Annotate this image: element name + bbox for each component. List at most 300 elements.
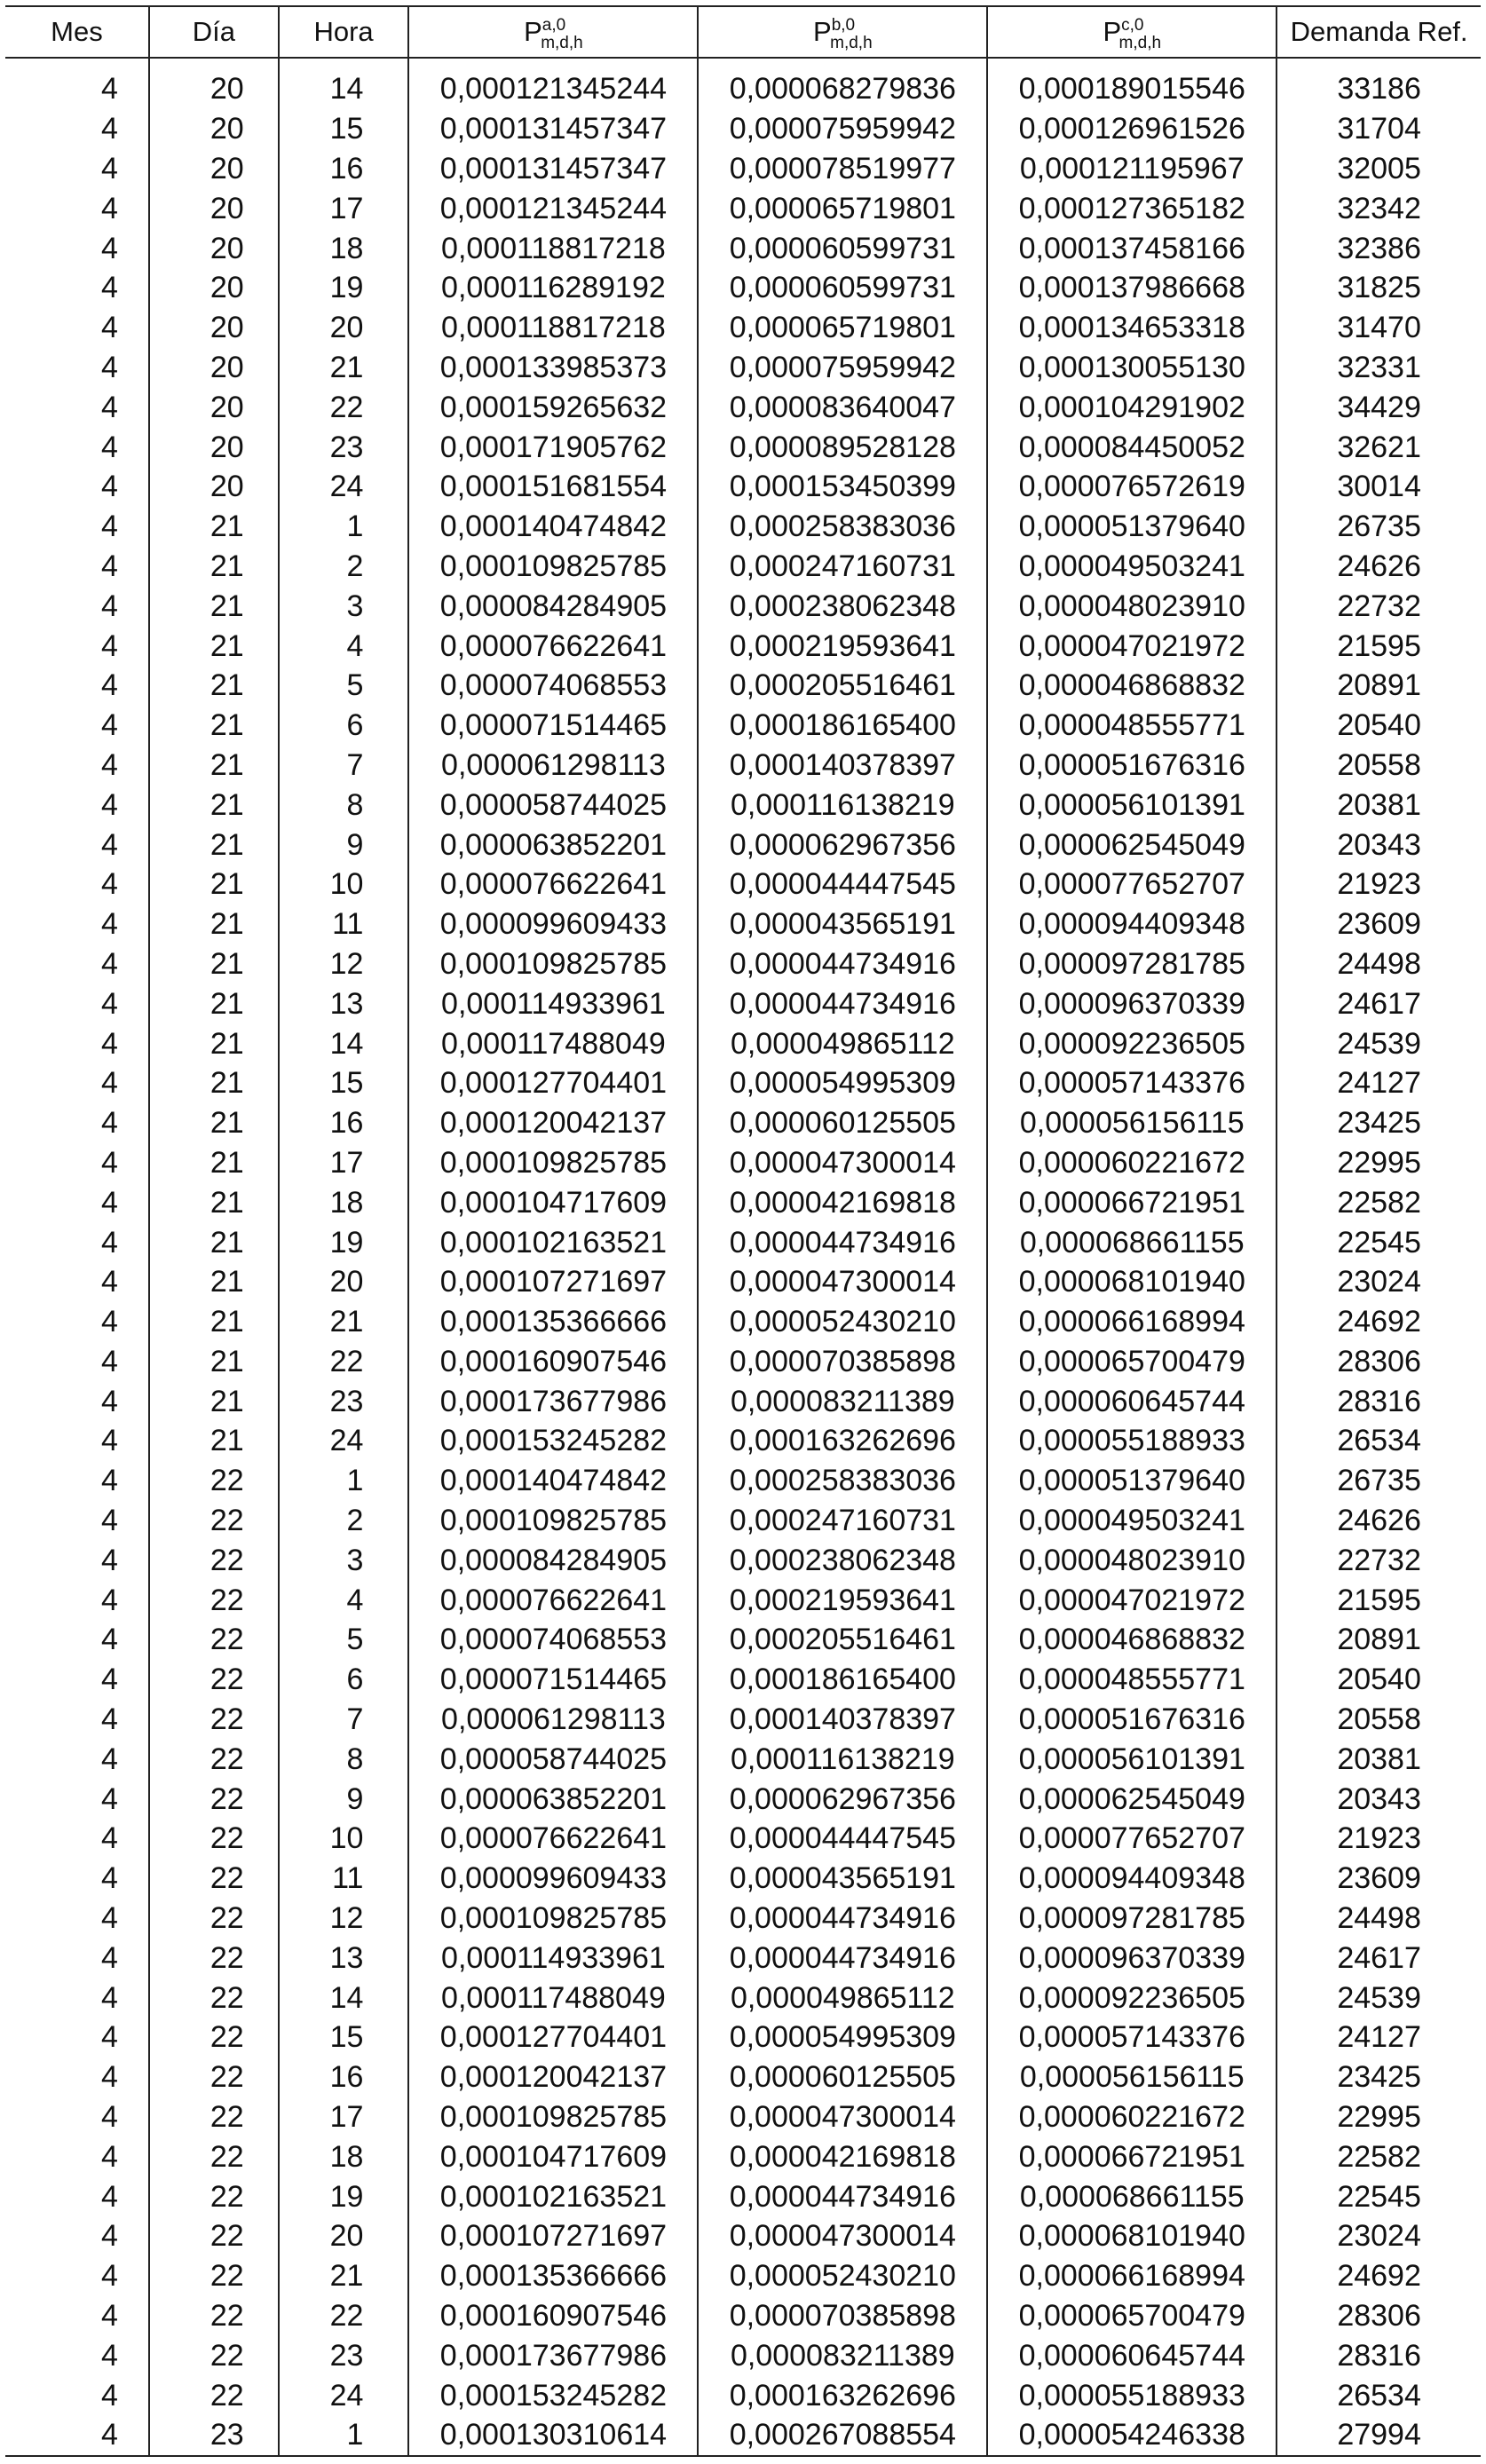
cell-pb: 0,000044734916 bbox=[698, 1899, 987, 1939]
spacer-cell bbox=[1277, 58, 1481, 69]
cell-mes: 4 bbox=[101, 2338, 118, 2373]
cell-pc: 0,000060221672 bbox=[987, 2097, 1277, 2137]
cell-pa: 0,000173677986 bbox=[408, 1381, 698, 1421]
cell-pa: 0,000063852201 bbox=[408, 1779, 698, 1819]
cell-pc: 0,000048023910 bbox=[987, 586, 1277, 626]
cell-dia: 20 bbox=[149, 348, 279, 388]
spacer-cell bbox=[5, 58, 149, 69]
cell-pa: 0,000074068553 bbox=[408, 666, 698, 706]
cell-demanda: 28306 bbox=[1277, 2296, 1481, 2336]
cell-pa: 0,000121345244 bbox=[408, 188, 698, 228]
cell-mes: 4 bbox=[101, 1106, 118, 1141]
cell-mes: 4 bbox=[101, 112, 118, 146]
cell-pc: 0,000121195967 bbox=[987, 149, 1277, 189]
cell-pc: 0,000047021972 bbox=[987, 1580, 1277, 1620]
cell-hora: 21 bbox=[279, 1302, 409, 1342]
cell-pb: 0,000054995309 bbox=[698, 1063, 987, 1103]
table-row bbox=[5, 1262, 1481, 1302]
cell-pc: 0,000049503241 bbox=[987, 547, 1277, 587]
cell-demanda: 24626 bbox=[1277, 547, 1481, 587]
cell-demanda: 24692 bbox=[1277, 1302, 1481, 1342]
cell-hora: 21 bbox=[279, 2256, 409, 2296]
cell-pc: 0,000048555771 bbox=[987, 706, 1277, 746]
cell-mes: 4 bbox=[101, 1225, 118, 1260]
cell-pb: 0,000060599731 bbox=[698, 228, 987, 268]
cell-pb: 0,000089528128 bbox=[698, 427, 987, 467]
cell-mes: 4 bbox=[101, 509, 118, 544]
table-row bbox=[5, 2097, 1481, 2137]
table-row bbox=[5, 1819, 1481, 1859]
cell-dia: 21 bbox=[149, 586, 279, 626]
cell-pa: 0,000133985373 bbox=[408, 348, 698, 388]
table-row bbox=[5, 1580, 1481, 1620]
table-row bbox=[5, 1222, 1481, 1262]
cell-pc: 0,000077652707 bbox=[987, 1819, 1277, 1859]
cell-mes: 4 bbox=[101, 1940, 118, 1975]
header-hora: Hora bbox=[279, 6, 409, 58]
header-pa-base: P bbox=[524, 16, 542, 47]
cell-mes: 4 bbox=[101, 1821, 118, 1856]
cell-mes: 4 bbox=[101, 1741, 118, 1776]
cell-mes: 4 bbox=[101, 430, 118, 464]
header-demanda: Demanda Ref. bbox=[1277, 6, 1481, 58]
cell-dia: 22 bbox=[149, 1540, 279, 1580]
cell-mes: 4 bbox=[101, 72, 118, 107]
cell-hora: 18 bbox=[279, 1182, 409, 1222]
cell-pb: 0,000049865112 bbox=[698, 1978, 987, 2018]
cell-pb: 0,000163262696 bbox=[698, 2375, 987, 2415]
cell-pb: 0,000044734916 bbox=[698, 944, 987, 984]
cell-pc: 0,000076572619 bbox=[987, 467, 1277, 507]
cell-hora: 13 bbox=[279, 983, 409, 1023]
table-row bbox=[5, 1103, 1481, 1143]
cell-pc: 0,000056156115 bbox=[987, 2057, 1277, 2097]
cell-pb: 0,000043565191 bbox=[698, 904, 987, 944]
header-pc-base: P bbox=[1103, 16, 1122, 47]
table-header bbox=[5, 6, 1481, 58]
cell-pb: 0,000083211389 bbox=[698, 2335, 987, 2375]
cell-dia: 20 bbox=[149, 308, 279, 348]
cell-pa: 0,000061298113 bbox=[408, 1700, 698, 1740]
cell-demanda: 26534 bbox=[1277, 2375, 1481, 2415]
cell-mes: 4 bbox=[101, 588, 118, 623]
cell-mes: 4 bbox=[101, 787, 118, 822]
cell-pb: 0,000044447545 bbox=[698, 865, 987, 904]
cell-pc: 0,000137458166 bbox=[987, 228, 1277, 268]
cell-pc: 0,000046868832 bbox=[987, 1620, 1277, 1660]
cell-pa: 0,000127704401 bbox=[408, 2018, 698, 2057]
cell-hora: 13 bbox=[279, 1938, 409, 1978]
cell-pb: 0,000052430210 bbox=[698, 2256, 987, 2296]
cell-demanda: 20381 bbox=[1277, 1739, 1481, 1779]
cell-pc: 0,000051676316 bbox=[987, 746, 1277, 786]
cell-pa: 0,000109825785 bbox=[408, 1501, 698, 1541]
cell-pb: 0,000054995309 bbox=[698, 2018, 987, 2057]
cell-dia: 22 bbox=[149, 2097, 279, 2137]
cell-pa: 0,000058744025 bbox=[408, 785, 698, 825]
cell-demanda: 20343 bbox=[1277, 825, 1481, 865]
cell-dia: 22 bbox=[149, 1461, 279, 1501]
cell-mes: 4 bbox=[101, 1980, 118, 2015]
cell-demanda: 31704 bbox=[1277, 109, 1481, 149]
table-row bbox=[5, 2176, 1481, 2216]
cell-demanda: 24539 bbox=[1277, 1023, 1481, 1063]
cell-pb: 0,000075959942 bbox=[698, 109, 987, 149]
cell-mes: 4 bbox=[101, 2060, 118, 2095]
cell-demanda: 24617 bbox=[1277, 1938, 1481, 1978]
cell-pa: 0,000058744025 bbox=[408, 1739, 698, 1779]
cell-dia: 21 bbox=[149, 1421, 279, 1461]
spacer-cell bbox=[987, 58, 1277, 69]
cell-mes: 4 bbox=[5, 2415, 149, 2456]
cell-hora: 2 bbox=[279, 1501, 409, 1541]
cell-demanda: 24539 bbox=[1277, 1978, 1481, 2018]
cell-hora: 16 bbox=[279, 149, 409, 189]
cell-mes: 4 bbox=[101, 1623, 118, 1657]
cell-hora: 23 bbox=[279, 1381, 409, 1421]
cell-pb: 0,000070385898 bbox=[698, 2296, 987, 2336]
table-row bbox=[5, 1302, 1481, 1342]
cell-demanda: 30014 bbox=[1277, 467, 1481, 507]
cell-demanda: 20540 bbox=[1277, 706, 1481, 746]
table-row bbox=[5, 1779, 1481, 1819]
cell-demanda: 22545 bbox=[1277, 2176, 1481, 2216]
cell-hora: 14 bbox=[279, 1023, 409, 1063]
cell-hora: 19 bbox=[279, 268, 409, 308]
cell-pa: 0,000140474842 bbox=[408, 507, 698, 547]
cell-hora: 8 bbox=[279, 785, 409, 825]
table-row bbox=[5, 2136, 1481, 2176]
cell-pa: 0,000114933961 bbox=[408, 1938, 698, 1978]
cell-pa: 0,000159265632 bbox=[408, 387, 698, 427]
cell-dia: 21 bbox=[149, 1262, 279, 1302]
cell-pb: 0,000238062348 bbox=[698, 1540, 987, 1580]
cell-demanda: 21923 bbox=[1277, 1819, 1481, 1859]
cell-mes: 4 bbox=[101, 1504, 118, 1538]
cell-demanda: 20891 bbox=[1277, 666, 1481, 706]
cell-demanda: 26735 bbox=[1277, 1461, 1481, 1501]
cell-hora: 24 bbox=[279, 2375, 409, 2415]
cell-pc: 0,000127365182 bbox=[987, 188, 1277, 228]
cell-pc: 0,000062545049 bbox=[987, 825, 1277, 865]
cell-mes: 4 bbox=[101, 907, 118, 942]
cell-dia: 22 bbox=[149, 2216, 279, 2256]
table-row bbox=[5, 2415, 1481, 2456]
cell-dia: 20 bbox=[149, 427, 279, 467]
cell-pa: 0,000076622641 bbox=[408, 1580, 698, 1620]
cell-dia: 22 bbox=[149, 1899, 279, 1939]
cell-hora: 10 bbox=[279, 1819, 409, 1859]
cell-hora: 1 bbox=[279, 507, 409, 547]
cell-hora: 22 bbox=[279, 2296, 409, 2336]
cell-hora: 2 bbox=[279, 547, 409, 587]
cell-mes: 4 bbox=[101, 1145, 118, 1180]
cell-pc: 0,000096370339 bbox=[987, 983, 1277, 1023]
table-row bbox=[5, 547, 1481, 587]
cell-demanda: 27994 bbox=[1277, 2415, 1481, 2456]
cell-pc: 0,000049503241 bbox=[987, 1501, 1277, 1541]
cell-pa: 0,000071514465 bbox=[408, 706, 698, 746]
cell-dia: 20 bbox=[149, 228, 279, 268]
cell-dia: 22 bbox=[149, 2335, 279, 2375]
cell-mes: 4 bbox=[101, 311, 118, 345]
cell-demanda: 24498 bbox=[1277, 944, 1481, 984]
cell-pc: 0,000094409348 bbox=[987, 1859, 1277, 1899]
cell-hora: 12 bbox=[279, 1899, 409, 1939]
cell-pb: 0,000083211389 bbox=[698, 1381, 987, 1421]
table-row bbox=[5, 1381, 1481, 1421]
cell-demanda: 23024 bbox=[1277, 1262, 1481, 1302]
cell-pc: 0,000092236505 bbox=[987, 1978, 1277, 2018]
cell-mes: 4 bbox=[101, 1185, 118, 1220]
cell-pb: 0,000219593641 bbox=[698, 1580, 987, 1620]
cell-mes: 4 bbox=[101, 1781, 118, 1816]
cell-dia: 22 bbox=[149, 2375, 279, 2415]
cell-pb: 0,000070385898 bbox=[698, 1342, 987, 1382]
cell-pb: 0,000258383036 bbox=[698, 1461, 987, 1501]
table-row bbox=[5, 1063, 1481, 1103]
cell-mes: 4 bbox=[101, 1026, 118, 1061]
cell-dia: 21 bbox=[149, 1063, 279, 1103]
cell-demanda: 23425 bbox=[1277, 1103, 1481, 1143]
cell-mes: 4 bbox=[101, 1464, 118, 1498]
cell-pb: 0,000062967356 bbox=[698, 1779, 987, 1819]
cell-pa: 0,000063852201 bbox=[408, 825, 698, 865]
cell-mes: 4 bbox=[101, 1305, 118, 1339]
cell-pa: 0,000109825785 bbox=[408, 2097, 698, 2137]
table-row bbox=[5, 348, 1481, 388]
cell-pb: 0,000044734916 bbox=[698, 2176, 987, 2216]
cell-dia: 21 bbox=[149, 626, 279, 666]
table-row bbox=[5, 1421, 1481, 1461]
cell-hora: 14 bbox=[279, 1978, 409, 2018]
cell-demanda: 23024 bbox=[1277, 2216, 1481, 2256]
cell-pc: 0,000056101391 bbox=[987, 1739, 1277, 1779]
cell-hora: 24 bbox=[279, 467, 409, 507]
cell-pc: 0,000068661155 bbox=[987, 2176, 1277, 2216]
cell-dia: 20 bbox=[149, 387, 279, 427]
cell-pb: 0,000047300014 bbox=[698, 1262, 987, 1302]
table-row bbox=[5, 1938, 1481, 1978]
cell-hora: 9 bbox=[279, 1779, 409, 1819]
cell-demanda: 31470 bbox=[1277, 308, 1481, 348]
table-row bbox=[5, 1899, 1481, 1939]
cell-hora: 15 bbox=[279, 2018, 409, 2057]
cell-demanda: 33186 bbox=[1277, 69, 1481, 109]
cell-pc: 0,000048555771 bbox=[987, 1660, 1277, 1700]
cell-pb: 0,000060125505 bbox=[698, 2057, 987, 2097]
cell-hora: 22 bbox=[279, 1342, 409, 1382]
cell-pb: 0,000078519977 bbox=[698, 149, 987, 189]
cell-pa: 0,000131457347 bbox=[408, 109, 698, 149]
cell-pb: 0,000258383036 bbox=[698, 507, 987, 547]
cell-pa: 0,000076622641 bbox=[408, 626, 698, 666]
cell-pc: 0,000051676316 bbox=[987, 1700, 1277, 1740]
cell-dia: 22 bbox=[149, 1779, 279, 1819]
cell-pa: 0,000173677986 bbox=[408, 2335, 698, 2375]
cell-pc: 0,000056156115 bbox=[987, 1103, 1277, 1143]
table-row bbox=[5, 1978, 1481, 2018]
cell-pc: 0,000092236505 bbox=[987, 1023, 1277, 1063]
cell-hora: 18 bbox=[279, 228, 409, 268]
cell-dia: 21 bbox=[149, 1342, 279, 1382]
header-pc-sup: c,0 bbox=[1121, 16, 1144, 35]
cell-pc: 0,000068101940 bbox=[987, 2216, 1277, 2256]
cell-pc: 0,000134653318 bbox=[987, 308, 1277, 348]
cell-dia: 22 bbox=[149, 1859, 279, 1899]
table-row bbox=[5, 2256, 1481, 2296]
cell-mes: 4 bbox=[101, 271, 118, 305]
cell-pc: 0,000084450052 bbox=[987, 427, 1277, 467]
cell-pc: 0,000066168994 bbox=[987, 2256, 1277, 2296]
cell-pc: 0,000096370339 bbox=[987, 1938, 1277, 1978]
cell-pb: 0,000219593641 bbox=[698, 626, 987, 666]
cell-mes: 4 bbox=[101, 1265, 118, 1299]
cell-mes: 4 bbox=[101, 2219, 118, 2254]
table-row bbox=[5, 507, 1481, 547]
cell-demanda: 20891 bbox=[1277, 1620, 1481, 1660]
cell-hora: 14 bbox=[279, 69, 409, 109]
cell-hora: 17 bbox=[279, 2097, 409, 2137]
cell-demanda: 22732 bbox=[1277, 1540, 1481, 1580]
cell-hora: 16 bbox=[279, 2057, 409, 2097]
cell-demanda: 24692 bbox=[1277, 2256, 1481, 2296]
table-row bbox=[5, 387, 1481, 427]
cell-mes: 4 bbox=[101, 2378, 118, 2413]
header-pa bbox=[408, 6, 698, 58]
cell-demanda: 24127 bbox=[1277, 1063, 1481, 1103]
cell-hora: 3 bbox=[279, 586, 409, 626]
cell-mes: 4 bbox=[101, 2299, 118, 2334]
table-row bbox=[5, 1182, 1481, 1222]
cell-dia: 20 bbox=[149, 268, 279, 308]
table-row bbox=[5, 188, 1481, 228]
cell-pc: 0,000060645744 bbox=[987, 2335, 1277, 2375]
cell-pb: 0,000052430210 bbox=[698, 1302, 987, 1342]
data-table-container bbox=[5, 5, 1481, 2457]
cell-pa: 0,000099609433 bbox=[408, 904, 698, 944]
cell-demanda: 20558 bbox=[1277, 746, 1481, 786]
cell-mes: 4 bbox=[101, 549, 118, 583]
cell-pc: 0,000051379640 bbox=[987, 1461, 1277, 1501]
cell-pc: 0,000056101391 bbox=[987, 785, 1277, 825]
cell-pc: 0,000055188933 bbox=[987, 2375, 1277, 2415]
cell-dia: 21 bbox=[149, 1302, 279, 1342]
cell-pc: 0,000126961526 bbox=[987, 109, 1277, 149]
cell-pb: 0,000062967356 bbox=[698, 825, 987, 865]
cell-mes: 4 bbox=[101, 1424, 118, 1458]
cell-mes: 4 bbox=[101, 747, 118, 782]
table-row bbox=[5, 1739, 1481, 1779]
spacer-cell bbox=[408, 58, 698, 69]
cell-pa: 0,000160907546 bbox=[408, 1342, 698, 1382]
cell-pa: 0,000109825785 bbox=[408, 1143, 698, 1183]
cell-mes: 4 bbox=[101, 2259, 118, 2294]
cell-pb: 0,000047300014 bbox=[698, 1143, 987, 1183]
cell-pc: 0,000077652707 bbox=[987, 865, 1277, 904]
cell-dia: 22 bbox=[149, 2018, 279, 2057]
cell-hora: 11 bbox=[279, 904, 409, 944]
cell-pa: 0,000109825785 bbox=[408, 547, 698, 587]
table-row bbox=[5, 706, 1481, 746]
cell-hora: 5 bbox=[279, 666, 409, 706]
cell-dia: 22 bbox=[149, 1700, 279, 1740]
cell-pa: 0,000109825785 bbox=[408, 944, 698, 984]
cell-hora: 17 bbox=[279, 1143, 409, 1183]
cell-pa: 0,000104717609 bbox=[408, 2136, 698, 2176]
cell-pa: 0,000074068553 bbox=[408, 1620, 698, 1660]
cell-dia: 20 bbox=[149, 467, 279, 507]
header-pb-sub: m,d,h bbox=[830, 34, 873, 52]
table-row bbox=[5, 1143, 1481, 1183]
cell-hora: 1 bbox=[279, 2415, 409, 2456]
table-row bbox=[5, 944, 1481, 984]
cell-pb: 0,000205516461 bbox=[698, 666, 987, 706]
table-row bbox=[5, 1859, 1481, 1899]
table-row bbox=[5, 746, 1481, 786]
cell-dia: 21 bbox=[149, 1381, 279, 1421]
cell-mes: 4 bbox=[101, 708, 118, 743]
cell-pb: 0,000044734916 bbox=[698, 1938, 987, 1978]
cell-mes: 4 bbox=[101, 1066, 118, 1101]
cell-pc: 0,000068661155 bbox=[987, 1222, 1277, 1262]
cell-demanda: 21595 bbox=[1277, 1580, 1481, 1620]
cell-pa: 0,000140474842 bbox=[408, 1461, 698, 1501]
cell-mes: 4 bbox=[101, 390, 118, 424]
cell-hora: 7 bbox=[279, 746, 409, 786]
cell-hora: 15 bbox=[279, 109, 409, 149]
cell-dia: 21 bbox=[149, 825, 279, 865]
cell-dia: 21 bbox=[149, 983, 279, 1023]
cell-pb: 0,000140378397 bbox=[698, 1700, 987, 1740]
cell-dia: 21 bbox=[149, 1182, 279, 1222]
table-row bbox=[5, 904, 1481, 944]
cell-pc: 0,000046868832 bbox=[987, 666, 1277, 706]
cell-dia: 22 bbox=[149, 2256, 279, 2296]
cell-pa: 0,000153245282 bbox=[408, 1421, 698, 1461]
cell-pa: 0,000102163521 bbox=[408, 2176, 698, 2216]
spacer-cell bbox=[149, 58, 279, 69]
header-pc bbox=[987, 6, 1277, 58]
cell-pa: 0,000084284905 bbox=[408, 1540, 698, 1580]
cell-pa: 0,000118817218 bbox=[408, 308, 698, 348]
cell-mes: 4 bbox=[101, 986, 118, 1021]
cell-demanda: 22732 bbox=[1277, 586, 1481, 626]
cell-pc: 0,000068101940 bbox=[987, 1262, 1277, 1302]
cell-demanda: 22582 bbox=[1277, 1182, 1481, 1222]
cell-dia: 20 bbox=[149, 69, 279, 109]
cell-pb: 0,000163262696 bbox=[698, 1421, 987, 1461]
cell-pc: 0,000047021972 bbox=[987, 626, 1277, 666]
cell-mes: 4 bbox=[101, 1543, 118, 1577]
cell-pb: 0,000068279836 bbox=[698, 69, 987, 109]
cell-pa: 0,000107271697 bbox=[408, 1262, 698, 1302]
cell-pb: 0,000049865112 bbox=[698, 1023, 987, 1063]
cell-mes: 4 bbox=[101, 1583, 118, 1617]
cell-mes: 4 bbox=[101, 350, 118, 384]
header-pb-sup: b,0 bbox=[831, 16, 856, 35]
table-row bbox=[5, 308, 1481, 348]
header-pb-base: P bbox=[813, 16, 832, 47]
cell-hora: 4 bbox=[279, 626, 409, 666]
cell-mes: 4 bbox=[101, 470, 118, 504]
table-row bbox=[5, 109, 1481, 149]
cell-pa: 0,000061298113 bbox=[408, 746, 698, 786]
cell-demanda: 21595 bbox=[1277, 626, 1481, 666]
cell-pc: 0,000189015546 bbox=[987, 69, 1277, 109]
cell-demanda: 20343 bbox=[1277, 1779, 1481, 1819]
cell-dia: 22 bbox=[149, 1739, 279, 1779]
